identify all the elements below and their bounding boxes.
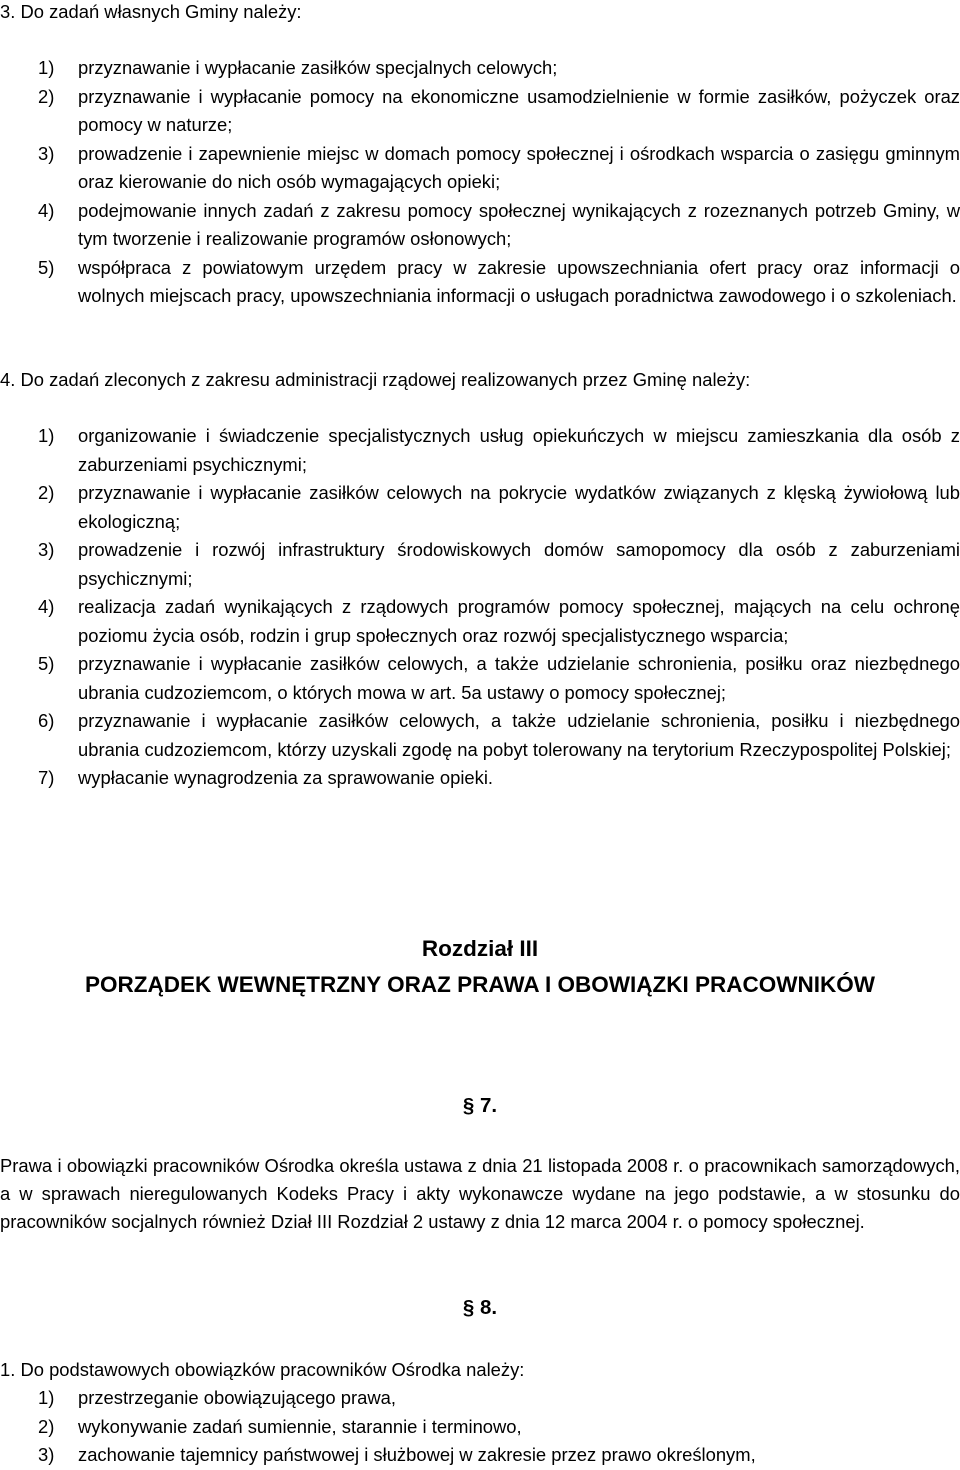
list-item-text: podejmowanie innych zadań z zakresu pomocy społecznej wynikających z rozeznanych potrzeb Gminy, w tym tworzenie i realizowanie programów osłonowych;	[78, 199, 960, 249]
chapter-subtitle: PORZĄDEK WEWNĘTRZNY ORAZ PRAWA I OBOWIĄZKI PRACOWNIKÓW	[85, 972, 875, 997]
list-item-text: przyznawanie i wypłacanie zasiłków specjalnych celowych;	[78, 57, 558, 78]
list-item	[38, 140, 960, 197]
list-item	[38, 593, 960, 650]
section-4-heading: 4. Do zadań zleconych z zakresu administracji rządowej realizowanych przez Gminę należy:	[0, 369, 751, 390]
list-item-number: 4)	[38, 199, 55, 221]
paragraph-8-heading: 1. Do podstawowych obowiązków pracowników Ośrodka należy:	[0, 1359, 525, 1380]
list-item-text: realizacja zadań wynikających z rządowych programów pomocy społecznej, mających na celu ochronę poziomu życia osób, rodzin i grup społecznych oraz rozwój specjalistycznego wsparcia;	[78, 596, 960, 646]
list-item-number: 5)	[38, 256, 55, 278]
list-item-text: organizowanie i świadczenie specjalistycznych usług opiekuńczych w miejscu zamieszkania dla osób z zaburzeniami psychicznymi;	[78, 425, 960, 475]
list-item-text: prowadzenie i zapewnienie miejsc w domach pomocy społecznej i ośrodkach wsparcia o zasięgu gminnym oraz kierowanie do nich osób wymagających opieki;	[78, 142, 960, 192]
list-item-text: wykonywanie zadań sumiennie, starannie i terminowo,	[78, 1415, 522, 1437]
list-item-text: współpraca z powiatowym urzędem pracy w zakresie upowszechniania ofert pracy oraz informacji o wolnych miejscach pracy, upowszechniania informacji o usługach poradnictwa zawodowego i o szkoleniach.	[78, 256, 960, 306]
list-item	[38, 254, 960, 311]
list-item	[38, 536, 960, 593]
list-item-text: przyznawanie i wypłacanie zasiłków celowych, a także udzielanie schronienia, posiłku i niezbędnego ubrania cudzoziemcom, którzy uzyskali zgodę na pobyt tolerowany na terytorium Rzeczypospolitej Polskiej;	[78, 710, 960, 760]
list-item-number: 4)	[38, 596, 55, 617]
list-item-number: 3)	[38, 142, 55, 164]
paragraph-7-label: § 7.	[462, 1094, 498, 1117]
section-4-list	[38, 422, 960, 793]
section-3-list	[38, 54, 960, 311]
chapter-title: Rozdział III	[421, 936, 539, 961]
list-item-number: 1)	[38, 425, 55, 446]
section-3-heading: 3. Do zadań własnych Gminy należy:	[0, 1, 302, 22]
list-item-number: 2)	[38, 1415, 55, 1437]
list-item-number: 3)	[38, 1444, 55, 1465]
list-item	[38, 422, 960, 479]
list-item	[38, 1384, 960, 1413]
list-item-text: prowadzenie i rozwój infrastruktury środowiskowych domów samopomocy dla osób z zaburzeniami psychicznymi;	[78, 539, 960, 589]
list-item	[38, 1441, 960, 1470]
list-item-text: przyznawanie i wypłacanie pomocy na ekonomiczne usamodzielnienie w formie zasiłków, pożyczek oraz pomocy w naturze;	[78, 85, 960, 135]
list-item-text: przestrzeganie obowiązującego prawa,	[78, 1387, 396, 1408]
paragraph-8-label: § 8.	[462, 1296, 498, 1319]
list-item-number: 3)	[38, 539, 55, 560]
list-item	[38, 707, 960, 764]
list-item-text: przyznawanie i wypłacanie zasiłków celowych na pokrycie wydatków związanych z klęską żywiołową lub ekologiczną;	[78, 482, 960, 532]
list-item	[38, 479, 960, 536]
list-item-text: wypłacanie wynagrodzenia za sprawowanie opieki.	[78, 767, 494, 788]
list-item-number: 5)	[38, 653, 55, 674]
list-item-number: 2)	[38, 482, 55, 503]
paragraph-7-text: Prawa i obowiązki pracowników Ośrodka określa ustawa z dnia 21 listopada 2008 r. o pracownikach samorządowych, a w sprawach nieregulowanych Kodeks Pracy i akty wykonawcze wydane na jego podstawie, a w stosunku do pracowników socjalnych również Dział III Rozdział 2 ustawy z dnia 12 marca 2004 r. o pomocy społecznej.	[0, 1155, 960, 1232]
list-item-number: 6)	[38, 710, 55, 731]
list-item	[38, 83, 960, 140]
list-item-number: 1)	[38, 1387, 55, 1408]
list-item-text: przyznawanie i wypłacanie zasiłków celowych, a także udzielanie schronienia, posiłku oraz niezbędnego ubrania cudzoziemcom, o których mowa w art. 5a ustawy o pomocy społecznej;	[78, 653, 960, 703]
list-item	[38, 197, 960, 254]
list-item-number: 2)	[38, 85, 55, 107]
list-item	[38, 54, 960, 83]
paragraph-8-list	[38, 1384, 960, 1470]
list-item	[38, 650, 960, 707]
list-item-number: 1)	[38, 57, 55, 78]
list-item-text: zachowanie tajemnicy państwowej i służbowej w zakresie przez prawo określonym,	[78, 1444, 756, 1465]
list-item	[38, 1413, 960, 1442]
list-item-number: 7)	[38, 767, 55, 788]
list-item	[38, 764, 960, 793]
